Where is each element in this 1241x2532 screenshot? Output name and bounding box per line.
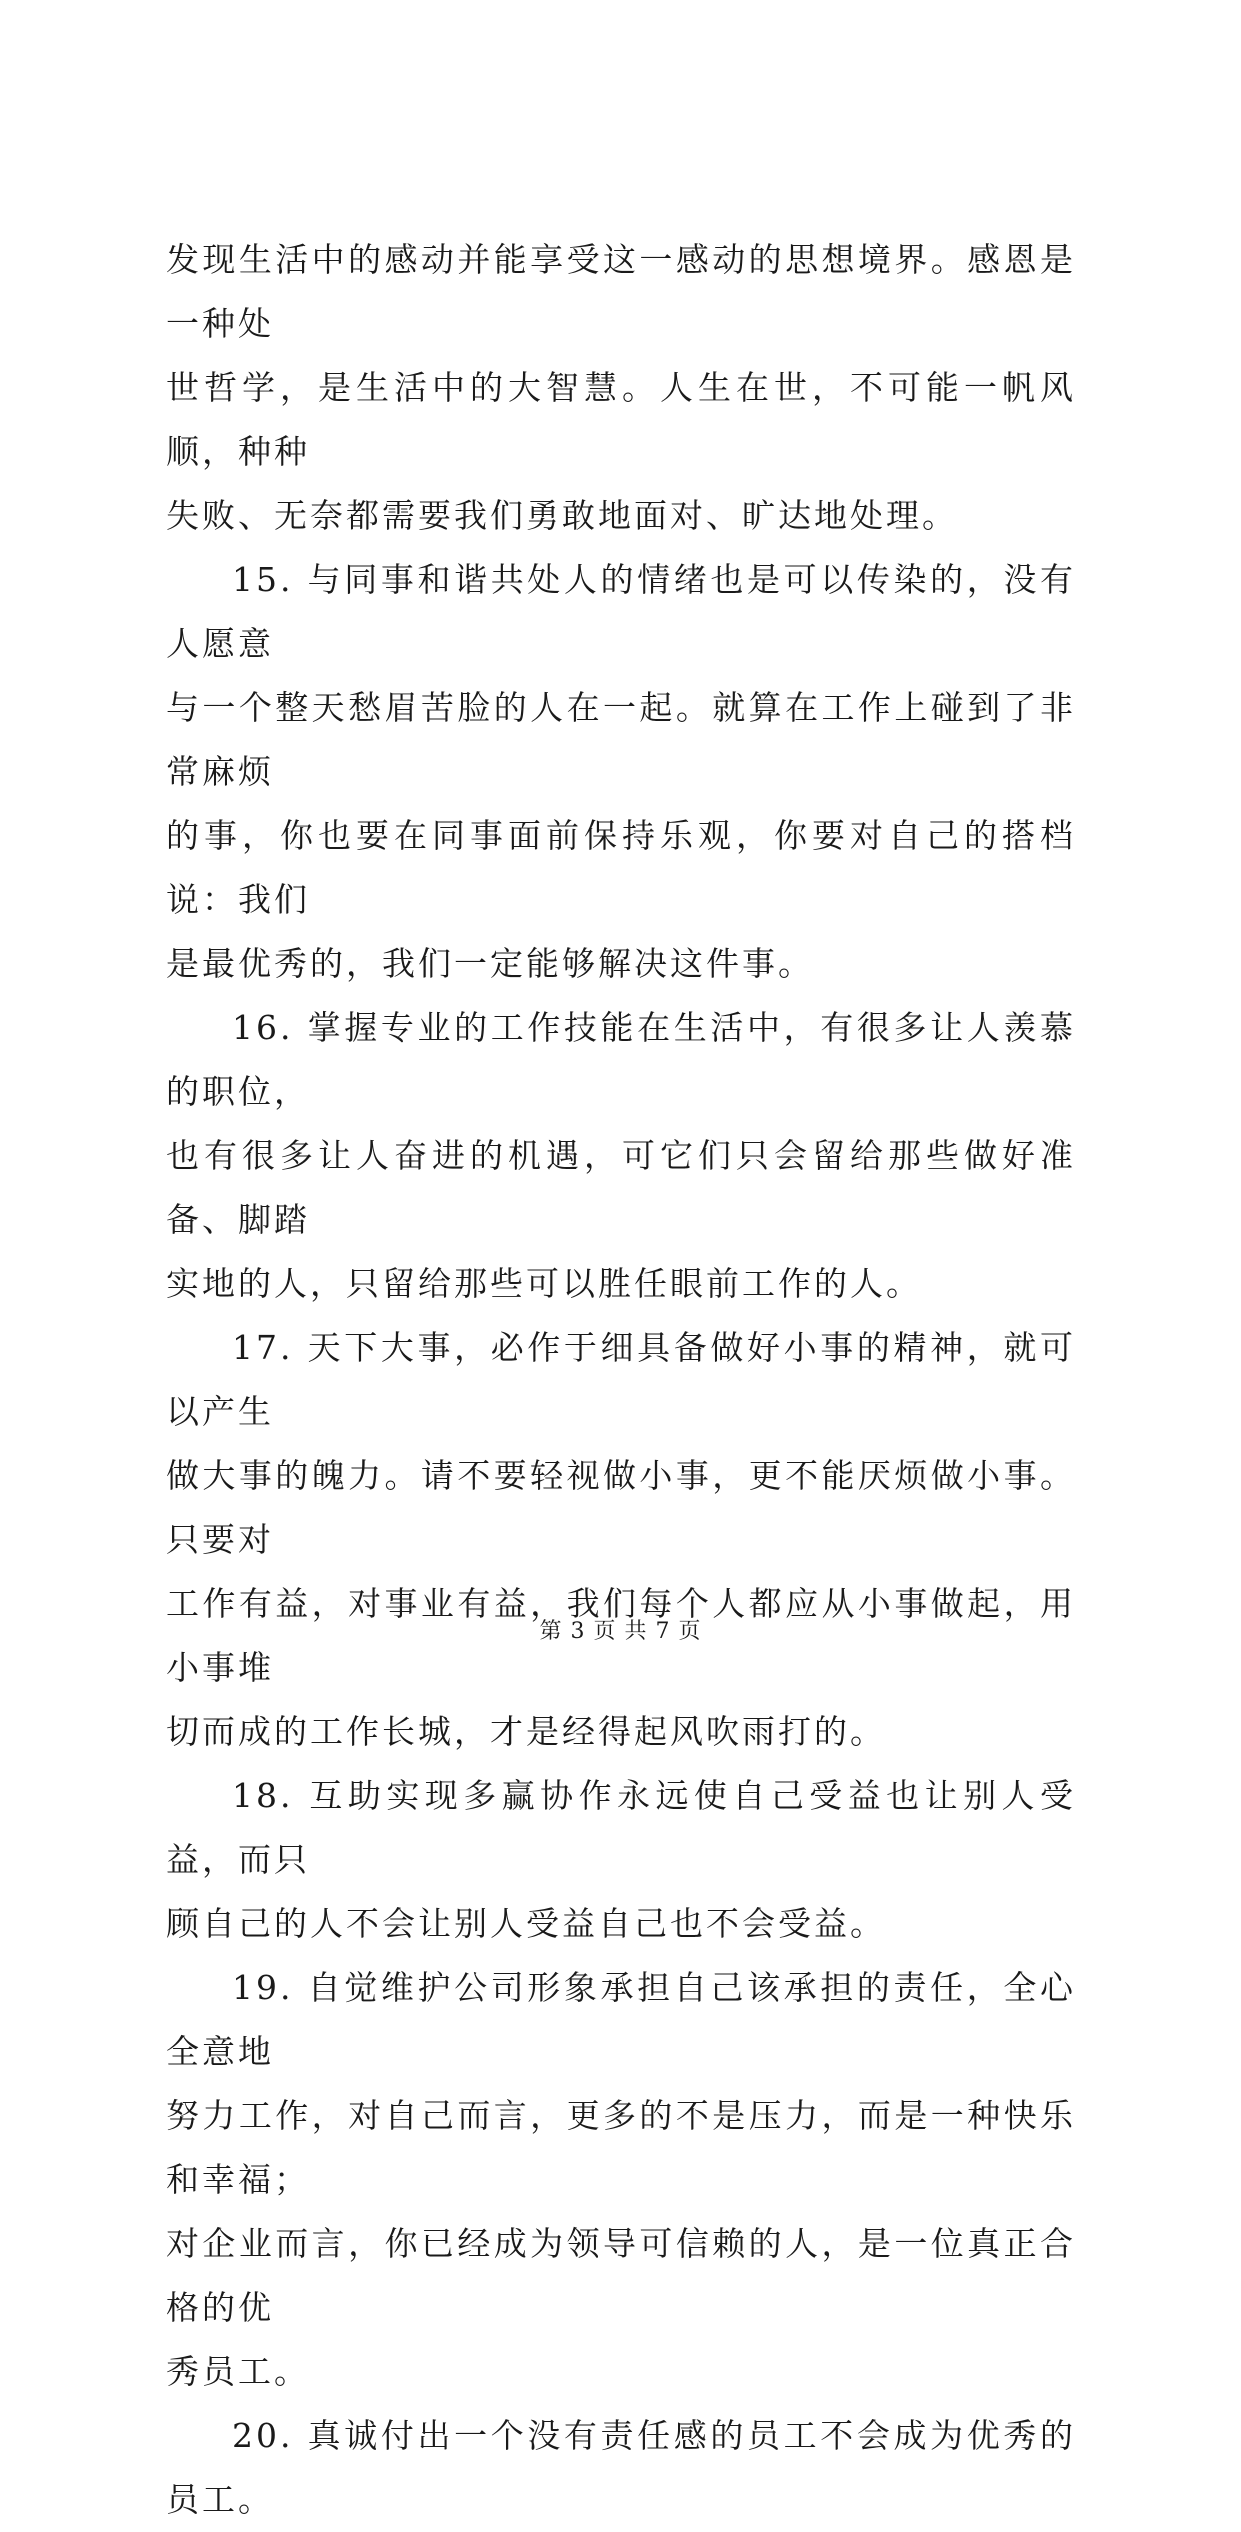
text-line: 20. 真诚付出一个没有责任感的员工不会成为优秀的员工。 [166,2416,1076,2519]
page-number-footer: 第 3 页 共 7 页 [539,1619,702,1644]
text-line: 也有很多让人奋进的机遇，可它们只会留给那些做好准备、脚踏 [166,1136,1076,1239]
text-line: 努力工作，对自己而言，更多的不是压力，而是一种快乐和幸福； [166,2096,1076,2199]
paragraph-item-19 [166,1956,1076,2404]
paragraph-item-15 [166,548,1076,996]
text-line: 顾自己的人不会让别人受益自己也不会受益。 [166,1904,886,1943]
text-line: 19. 自觉维护公司形象承担自己该承担的责任，全心全意地 [166,1968,1076,2071]
text-line: 17. 天下大事，必作于细具备做好小事的精神，就可以产生 [166,1328,1076,1431]
text-line: 工作有益，对事业有益，我们每个人都应从小事做起，用小事堆 [166,1584,1076,1687]
text-line: 18. 互助实现多赢协作永远使自己受益也让别人受益，而只 [166,1776,1076,1879]
text-line: 是最优秀的，我们一定能够解决这件事。 [166,944,814,983]
text-line: 做大事的魄力。请不要轻视做小事，更不能厌烦做小事。只要对 [166,1456,1076,1559]
text-line: 与一个整天愁眉苦脸的人在一起。就算在工作上碰到了非常麻烦 [166,688,1076,791]
text-line: 发现生活中的感动并能享受这一感动的思想境界。感恩是一种处 [166,240,1076,343]
text-line: 15. 与同事和谐共处人的情绪也是可以传染的，没有人愿意 [166,560,1076,663]
text-line: 实地的人，只留给那些可以胜任眼前工作的人。 [166,1264,922,1303]
paragraph-item-17 [166,1316,1076,1764]
paragraph-item-16 [166,996,1076,1316]
text-line: 失败、无奈都需要我们勇敢地面对、旷达地处理。 [166,496,958,535]
text-line: 对企业而言，你已经成为领导可信赖的人，是一位真正合格的优 [166,2224,1076,2327]
text-line: 世哲学，是生活中的大智慧。人生在世，不可能一帆风顺，种种 [166,368,1076,471]
paragraph-item-18 [166,1764,1076,1956]
text-line: 秀员工。 [166,2352,310,2391]
paragraph-continuation [166,228,1076,548]
text-line: 切而成的工作长城，才是经得起风吹雨打的。 [166,1712,886,1751]
document-body [166,228,1076,2532]
paragraph-item-20 [166,2404,1076,2532]
text-line: 的事，你也要在同事面前保持乐观，你要对自己的搭档说：我们 [166,816,1076,919]
text-line: 16. 掌握专业的工作技能在生活中，有很多让人羡慕的职位， [166,1008,1076,1111]
